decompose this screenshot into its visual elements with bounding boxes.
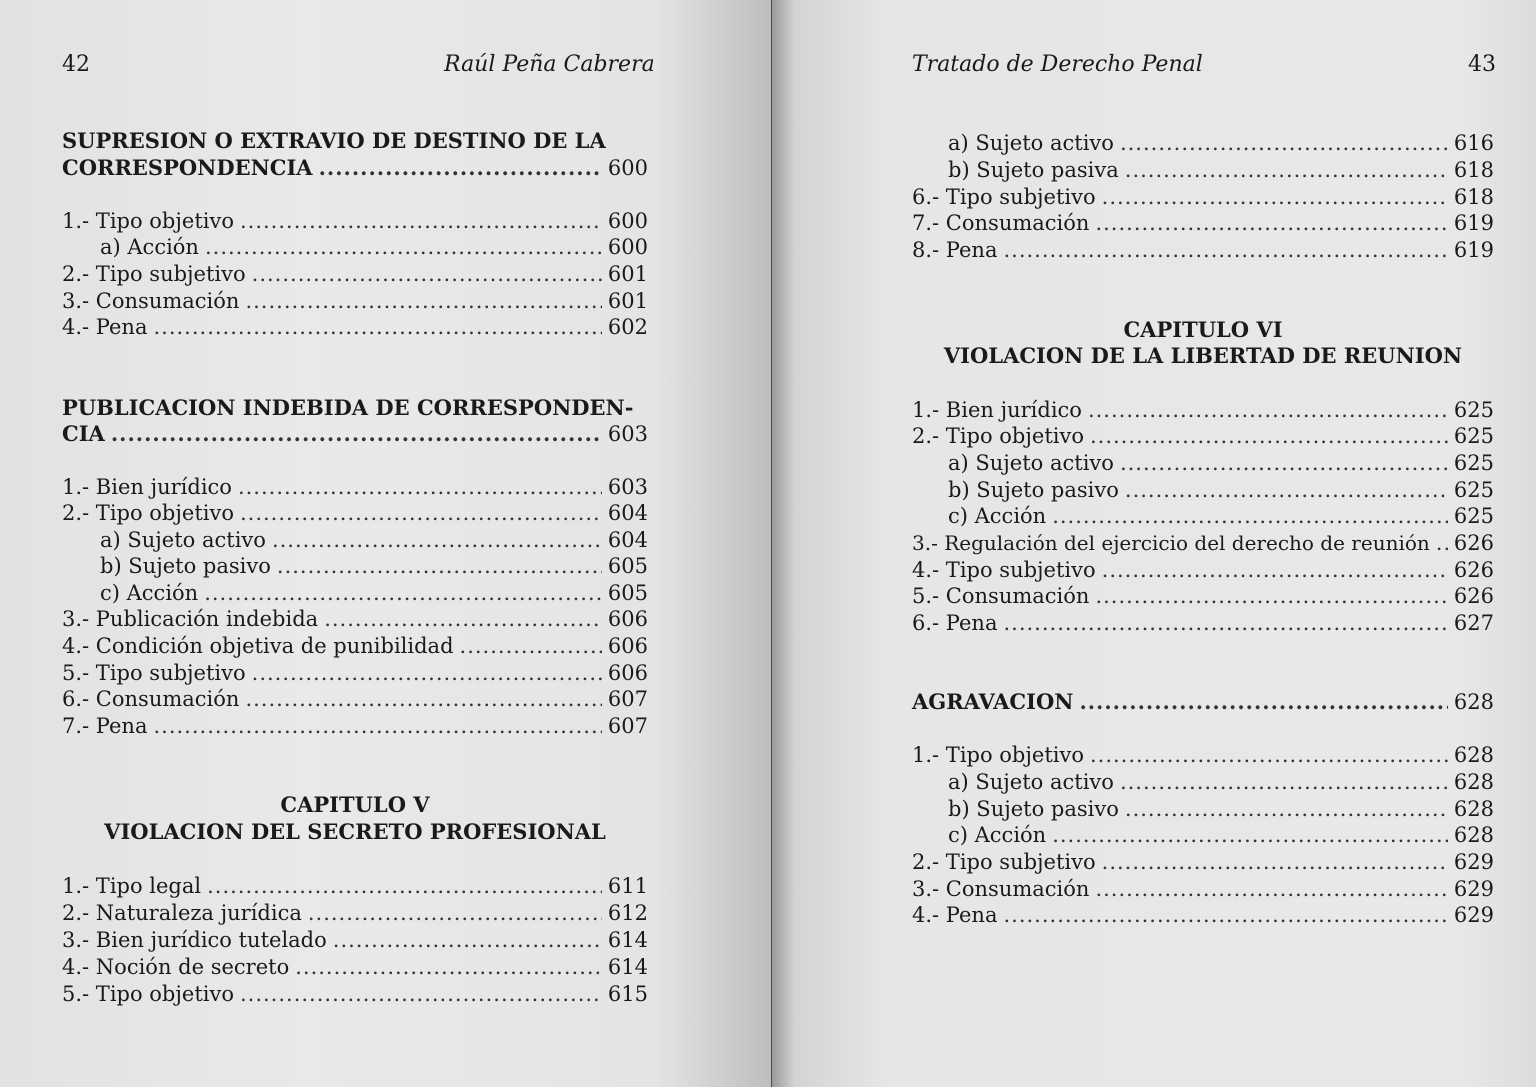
entry-label: b) Sujeto pasiva (948, 158, 1119, 182)
section-title: SUPRESION O EXTRAVIO DE DESTINO DE LA (62, 128, 606, 153)
toc-entry (912, 742, 1494, 768)
leader-dots (204, 580, 602, 606)
entry-page: 600 (607, 156, 648, 180)
toc-entry (912, 583, 1494, 609)
leader-dots (1125, 477, 1448, 503)
toc-entry (948, 130, 1494, 156)
toc-entry (62, 954, 648, 980)
entry-page: 616 (1453, 131, 1494, 155)
running-header: Tratado de Derecho Penal (912, 52, 1203, 77)
leader-dots (1003, 902, 1447, 928)
toc-entry (62, 981, 648, 1007)
entry-label: a) Sujeto activo (948, 451, 1114, 475)
leader-dots (1125, 796, 1448, 822)
entry-page: 605 (607, 581, 648, 605)
entry-page: 602 (607, 315, 648, 339)
entry-label: c) Acción (100, 581, 199, 605)
entry-label: 6.- Tipo subjetivo (912, 185, 1096, 209)
toc-entry (948, 477, 1494, 503)
entry-page: 625 (1453, 451, 1494, 475)
leader-dots (1102, 849, 1448, 875)
entry-page: 628 (1453, 797, 1494, 821)
toc-entry (62, 900, 648, 926)
entry-label: 4.- Noción de secreto (62, 955, 290, 979)
entry-page: 628 (1453, 770, 1494, 794)
entry-label: 5.- Consumación (912, 584, 1090, 608)
leader-dots (240, 500, 602, 526)
entry-page: 607 (607, 714, 648, 738)
entry-label: 1.- Tipo objetivo (62, 209, 234, 233)
entry-label: 6.- Pena (912, 611, 998, 635)
toc-entry (62, 421, 648, 447)
entry-label: 3.- Consumación (912, 877, 1090, 901)
entry-page: 604 (607, 528, 648, 552)
entry-label: 4.- Pena (912, 903, 998, 927)
leader-dots (1052, 503, 1448, 529)
entry-label: 3.- Bien jurídico tutelado (62, 928, 327, 952)
leader-dots (207, 873, 602, 899)
entry-page: 619 (1453, 238, 1494, 262)
leader-dots (1120, 450, 1448, 476)
toc-entry (62, 261, 648, 287)
entry-label: 2.- Tipo subjetivo (62, 262, 246, 286)
leader-dots (1090, 423, 1448, 449)
entry-page: 607 (607, 687, 648, 711)
leader-dots (1079, 689, 1447, 715)
entry-label: 3.- Publicación indebida (62, 607, 319, 631)
entry-page: 614 (607, 928, 648, 952)
toc-entry (912, 397, 1494, 423)
leader-dots (333, 927, 602, 953)
toc-entry (62, 660, 648, 686)
entry-page: 629 (1453, 877, 1494, 901)
toc-entry (912, 530, 1494, 556)
toc-entry (912, 876, 1494, 902)
leader-dots (1052, 822, 1448, 848)
leader-dots (324, 606, 602, 632)
entry-label: 2.- Naturaleza jurídica (62, 901, 302, 925)
entry-label: 1.- Tipo objetivo (912, 743, 1084, 767)
entry-label: 7.- Pena (62, 714, 148, 738)
leader-dots (319, 155, 602, 181)
entry-label: 1.- Bien jurídico (912, 398, 1082, 422)
entry-page: 603 (607, 475, 648, 499)
leader-dots (240, 208, 602, 234)
leader-dots (245, 686, 601, 712)
toc-entry (912, 210, 1494, 236)
entry-page: 628 (1453, 743, 1494, 767)
section-title: PUBLICACION INDEBIDA DE CORRESPONDEN- (62, 395, 634, 420)
leader-dots (1090, 742, 1448, 768)
leader-dots (460, 633, 602, 659)
leader-dots (295, 954, 602, 980)
toc-entry (62, 606, 648, 632)
leader-dots (111, 421, 602, 447)
toc-entry (62, 314, 648, 340)
toc-entry (912, 237, 1494, 263)
leader-dots (1102, 184, 1448, 210)
entry-page: 626 (1453, 558, 1494, 582)
leader-dots (252, 261, 602, 287)
leader-dots (238, 474, 602, 500)
leader-dots (1120, 769, 1448, 795)
toc-entry (62, 873, 648, 899)
entry-page: 611 (607, 874, 648, 898)
toc-entry (948, 769, 1494, 795)
toc-entry (912, 902, 1494, 928)
leader-dots (240, 981, 602, 1007)
leader-dots (1088, 397, 1448, 423)
entry-page: 606 (607, 661, 648, 685)
entry-page: 606 (607, 634, 648, 658)
entry-label: b) Sujeto pasivo (948, 478, 1119, 502)
toc-entry (912, 423, 1494, 449)
entry-label: 1.- Tipo legal (62, 874, 202, 898)
leader-dots (277, 553, 602, 579)
entry-label: 3.- Regulación del ejercicio del derecho de reunión (912, 531, 1430, 555)
running-header: Raúl Peña Cabrera (444, 52, 655, 77)
entry-label: 2.- Tipo objetivo (912, 424, 1084, 448)
entry-label: 8.- Pena (912, 238, 998, 262)
chapter-label: CAPITULO VI (1123, 317, 1283, 342)
entry-page: 627 (1453, 611, 1494, 635)
entry-label: 5.- Tipo objetivo (62, 982, 234, 1006)
entry-label: CIA (62, 421, 105, 446)
entry-label: c) Acción (948, 823, 1047, 847)
entry-page: 626 (1453, 531, 1494, 555)
entry-page: 618 (1453, 185, 1494, 209)
entry-label: a) Sujeto activo (100, 528, 266, 552)
leader-dots (272, 527, 602, 553)
toc-entry (948, 796, 1494, 822)
toc-entry (62, 208, 648, 234)
leader-dots (252, 660, 602, 686)
chapter-title: VIOLACION DEL SECRETO PROFESIONAL (104, 819, 606, 844)
right-page (772, 0, 1536, 1087)
toc-entry (948, 503, 1494, 529)
toc-entry (100, 527, 648, 553)
toc-entry (912, 689, 1494, 715)
toc-entry (912, 849, 1494, 875)
entry-page: 600 (607, 235, 648, 259)
entry-label: 4.- Condición objetiva de punibilidad (62, 634, 454, 658)
entry-label: 6.- Consumación (62, 687, 240, 711)
page-number: 42 (62, 52, 90, 77)
entry-page: 626 (1453, 584, 1494, 608)
toc-entry (62, 686, 648, 712)
entry-label: 1.- Bien jurídico (62, 475, 232, 499)
entry-page: 625 (1453, 398, 1494, 422)
toc-entry (62, 474, 648, 500)
toc-entry (62, 927, 648, 953)
toc-entry (62, 633, 648, 659)
leader-dots (1095, 876, 1447, 902)
entry-page: 619 (1453, 211, 1494, 235)
entry-label: 7.- Consumación (912, 211, 1090, 235)
toc-entry (100, 553, 648, 579)
leader-dots (1003, 237, 1447, 263)
entry-page: 625 (1453, 504, 1494, 528)
entry-label: AGRAVACION (912, 689, 1074, 714)
toc-entry (62, 713, 648, 739)
entry-page: 628 (1453, 690, 1494, 714)
entry-page: 615 (607, 982, 648, 1006)
leader-dots (153, 713, 601, 739)
toc-entry (100, 234, 648, 260)
entry-label: 2.- Tipo objetivo (62, 501, 234, 525)
page-number: 43 (1468, 52, 1496, 77)
entry-label: CORRESPONDENCIA (62, 155, 313, 180)
leader-dots (1102, 557, 1448, 583)
entry-page: 629 (1453, 850, 1494, 874)
entry-page: 601 (607, 289, 648, 313)
entry-label: a) Sujeto activo (948, 770, 1114, 794)
toc-entry (62, 500, 648, 526)
entry-label: 4.- Tipo subjetivo (912, 558, 1096, 582)
entry-page: 625 (1453, 478, 1494, 502)
leader-dots (1003, 610, 1447, 636)
entry-label: b) Sujeto pasivo (948, 797, 1119, 821)
leader-dots (308, 900, 602, 926)
leader-dots (205, 234, 602, 260)
entry-label: c) Acción (948, 504, 1047, 528)
entry-page: 603 (607, 422, 648, 446)
chapter-label: CAPITULO V (280, 792, 430, 817)
leader-dots (245, 288, 601, 314)
entry-label: 3.- Consumación (62, 289, 240, 313)
toc-entry (948, 157, 1494, 183)
toc-entry (912, 557, 1494, 583)
leader-dots (1125, 157, 1448, 183)
chapter-title: VIOLACION DE LA LIBERTAD DE REUNION (943, 343, 1463, 368)
entry-page: 601 (607, 262, 648, 286)
entry-page: 604 (607, 501, 648, 525)
toc-entry (100, 580, 648, 606)
entry-label: a) Sujeto activo (948, 131, 1114, 155)
entry-page: 618 (1453, 158, 1494, 182)
leader-dots (1120, 130, 1448, 156)
entry-label: 2.- Tipo subjetivo (912, 850, 1096, 874)
entry-label: a) Acción (100, 235, 199, 259)
toc-entry (912, 184, 1494, 210)
toc-entry (912, 610, 1494, 636)
entry-label: 5.- Tipo subjetivo (62, 661, 246, 685)
entry-page: 628 (1453, 823, 1494, 847)
toc-entry (62, 288, 648, 314)
leader-dots (153, 314, 601, 340)
entry-page: 629 (1453, 903, 1494, 927)
toc-entry (948, 822, 1494, 848)
entry-page: 600 (607, 209, 648, 233)
entry-label: 4.- Pena (62, 315, 148, 339)
leader-dots (1095, 210, 1447, 236)
entry-page: 605 (607, 554, 648, 578)
entry-page: 612 (607, 901, 648, 925)
leader-dots (1095, 583, 1447, 609)
toc-entry (62, 155, 648, 181)
entry-label: b) Sujeto pasivo (100, 554, 271, 578)
leader-dots (1436, 530, 1448, 556)
toc-entry (948, 450, 1494, 476)
entry-page: 614 (607, 955, 648, 979)
entry-page: 625 (1453, 424, 1494, 448)
entry-page: 606 (607, 607, 648, 631)
